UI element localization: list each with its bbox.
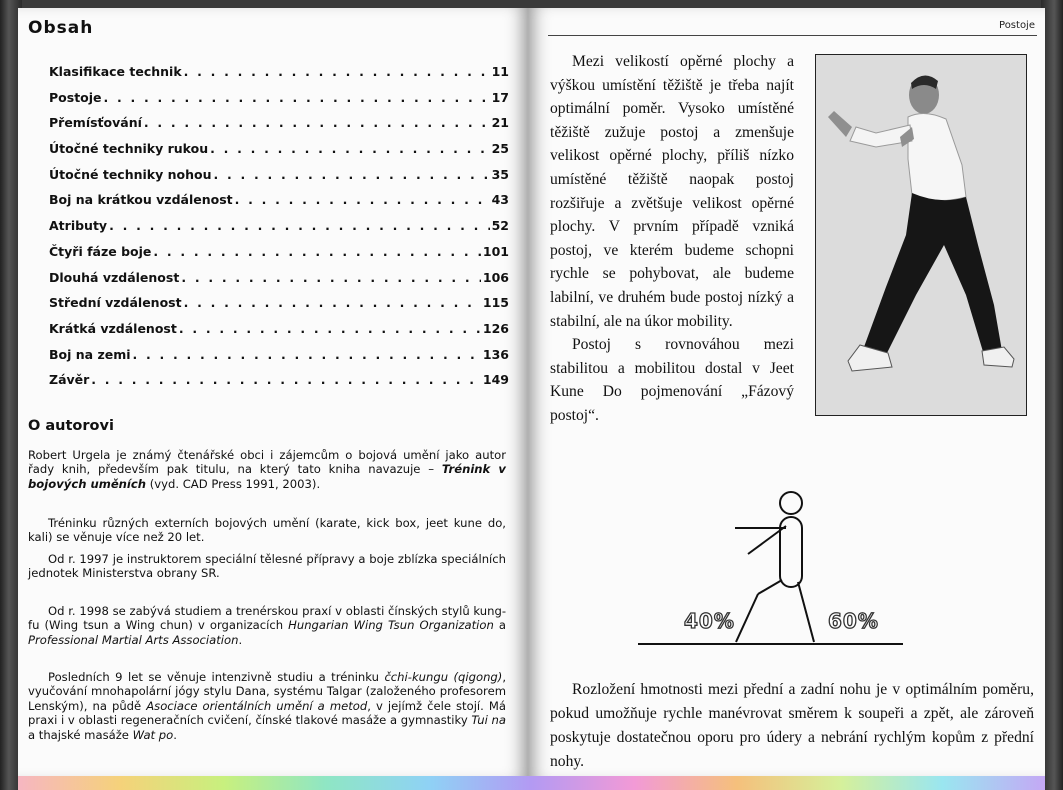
- toc-leader-dots: [184, 295, 481, 310]
- header-rule: [548, 35, 1037, 36]
- italic-term: čchi-kungu (qigong): [384, 670, 503, 684]
- toc-leader-dots: [109, 218, 490, 233]
- bottom-paragraph: Rozložení hmotnosti mezi přední a zadní nohu je v optimálním poměru, pokud umožňuje rychle manévrovat směrem k soupeři a zpět, ale zároveň poskytuje dostatečnou oporu pro údery a nebrání rychlým kopům z přední nohy.: [550, 681, 1034, 770]
- toc-leader-dots: [181, 270, 481, 285]
- toc-entry-title: Postoje: [49, 89, 102, 105]
- italic-term: Wat po: [132, 727, 174, 742]
- toc-entry[interactable]: [49, 244, 509, 270]
- italic-term: Tui na: [471, 713, 506, 728]
- bio-text: Od r. 1997 je instruktorem speciální tělesné přípravy a boje zblízka speciálních jednotek Ministerstva obrany SR.: [28, 552, 506, 581]
- contents-heading: Obsah: [28, 18, 94, 38]
- author-heading: O autorovi: [28, 418, 114, 434]
- front-leg-weight-label: 60%: [828, 609, 879, 633]
- body-paragraph: Mezi velikostí opěrné plochy a výškou umístění těžiště je třeba najít optimální poměr. Vysoko umístěné těžiště zužuje postoj a zmenšuje velikost opěrné plochy, příliš nízko umístěné těžiště naopak postoj rozšiřuje a zvětšuje velikost opěrné plochy. V prvním případě vzniká postoj, ve kterém budeme schopni rychle se pohybovat, ale budeme labilní, ve druhém bude postoj nízký a stabilní, ale na úkor mobility.: [550, 53, 794, 330]
- toc-entry-title: Boj na krátkou vzdálenost: [49, 192, 233, 208]
- toc-entry-page: 11: [491, 64, 509, 79]
- toc-entry-page: 136: [482, 346, 509, 362]
- toc-leader-dots: [179, 321, 481, 336]
- toc-leader-dots: [104, 90, 490, 105]
- toc-entry-title: Klasifikace technik: [49, 64, 182, 79]
- main-text-column: [550, 50, 794, 428]
- fighter-stance-illustration: [816, 55, 1026, 415]
- bio-text: a: [493, 618, 506, 633]
- toc-leader-dots: [184, 64, 490, 79]
- toc-entry-title: Útočné techniky rukou: [49, 141, 209, 157]
- toc-leader-dots: [235, 192, 490, 207]
- toc-entry[interactable]: [49, 64, 509, 90]
- toc-entry[interactable]: [49, 218, 509, 244]
- toc-entry-page: 25: [491, 141, 509, 157]
- bio-paragraph-1: [28, 448, 506, 491]
- toc-entry[interactable]: [49, 321, 509, 347]
- toc-entry-title: Krátká vzdálenost: [49, 320, 177, 336]
- toc-leader-dots: [153, 244, 481, 259]
- right-page: [528, 8, 1045, 778]
- bio-text: .: [173, 727, 177, 742]
- bio-text: Tréninku různých externích bojových umění (karate, kick box, jeet kune do, kali) se věnuje více než 20 let.: [28, 516, 506, 545]
- bio-paragraph-4: [28, 604, 506, 647]
- toc-entry[interactable]: [49, 90, 509, 116]
- toc-entry-page: 35: [491, 166, 509, 182]
- stance-photo: [815, 54, 1027, 416]
- table-of-contents: [49, 64, 509, 398]
- toc-entry[interactable]: [49, 167, 509, 193]
- left-page: [18, 8, 528, 778]
- page-edge-color-strip: [18, 776, 1045, 790]
- toc-leader-dots: [144, 115, 490, 130]
- bio-text: , v jejímž čele stojí. Má praxi i v oblasti regeneračních cvičení, čínské tlakové masáže a gymnastiky: [28, 698, 506, 728]
- toc-entry-title: Dlouhá vzdálenost: [49, 269, 180, 285]
- toc-entry-title: Útočné techniky nohou: [49, 166, 212, 182]
- toc-entry[interactable]: [49, 115, 509, 141]
- bio-text: Od r. 1998 se zabývá studiem a trenérskou praxí v oblasti čínských stylů kung-fu (Wing tsun a Wing chun) v organizacích: [28, 604, 506, 633]
- toc-entry-page: 17: [491, 89, 509, 105]
- toc-entry-page: 43: [491, 192, 509, 208]
- toc-entry[interactable]: [49, 295, 509, 321]
- rear-leg-weight-label: 40%: [684, 609, 735, 633]
- toc-entry-title: Čtyři fáze boje: [49, 243, 152, 259]
- bio-text: .: [238, 632, 243, 647]
- toc-leader-dots: [213, 167, 489, 182]
- running-head: Postoje: [999, 20, 1035, 31]
- toc-leader-dots: [133, 347, 481, 362]
- body-paragraph: Postoj s rovnováhou mezi stabilitou a mobilitou dostal v Jeet Kune Do pojmenování „Fázový postoj“.: [550, 336, 794, 424]
- bio-paragraph-3: [28, 552, 506, 581]
- toc-entry[interactable]: [49, 347, 509, 373]
- bio-paragraph-5: [28, 670, 506, 742]
- bio-text: a thajské masáže: [28, 727, 133, 742]
- toc-leader-dots: [91, 372, 481, 387]
- toc-entry-page: 106: [482, 269, 509, 285]
- bio-text: Robert Urgela je známý čtenářské obci i zájemcům o bojová umění jako autor řady knih, především pak titulu, na který tato kniha navazuje –: [28, 448, 506, 477]
- toc-entry-title: Závěr: [49, 372, 90, 388]
- toc-entry-title: Přemísťování: [49, 115, 142, 131]
- toc-entry[interactable]: [49, 141, 509, 167]
- bio-text: (vyd. CAD Press 1991, 2003).: [146, 476, 321, 491]
- organization-name: Hungarian Wing Tsun Organization: [288, 618, 494, 633]
- bio-text: , vyučování mnohapolární jógy stylu Dana, systému Talgar (založeného profesorem Lenským), na půdě: [28, 670, 506, 713]
- organization-name: Professional Martial Arts Association: [28, 632, 239, 647]
- toc-leader-dots: [210, 141, 489, 156]
- toc-entry-page: 52: [491, 218, 509, 234]
- toc-entry-page: 101: [482, 243, 509, 259]
- italic-term: Asociace orientálních umění a metod: [146, 698, 368, 713]
- toc-entry-page: 21: [491, 115, 509, 131]
- toc-entry[interactable]: [49, 372, 509, 398]
- toc-entry[interactable]: [49, 270, 509, 296]
- toc-entry-title: Boj na zemi: [49, 346, 131, 362]
- toc-entry[interactable]: [49, 192, 509, 218]
- toc-entry-page: 149: [482, 372, 509, 388]
- toc-entry-title: Střední vzdálenost: [49, 295, 182, 311]
- weight-distribution-diagram: [628, 482, 918, 652]
- toc-entry-page: 115: [482, 295, 509, 311]
- book-title: Trénink v bojových uměních: [28, 462, 506, 491]
- bio-paragraph-2: [28, 516, 506, 545]
- toc-entry-page: 126: [482, 320, 509, 336]
- toc-entry-title: Atributy: [49, 218, 108, 234]
- bio-text: Posledních 9 let se věnuje intenzivně studiu a tréninku: [48, 670, 385, 684]
